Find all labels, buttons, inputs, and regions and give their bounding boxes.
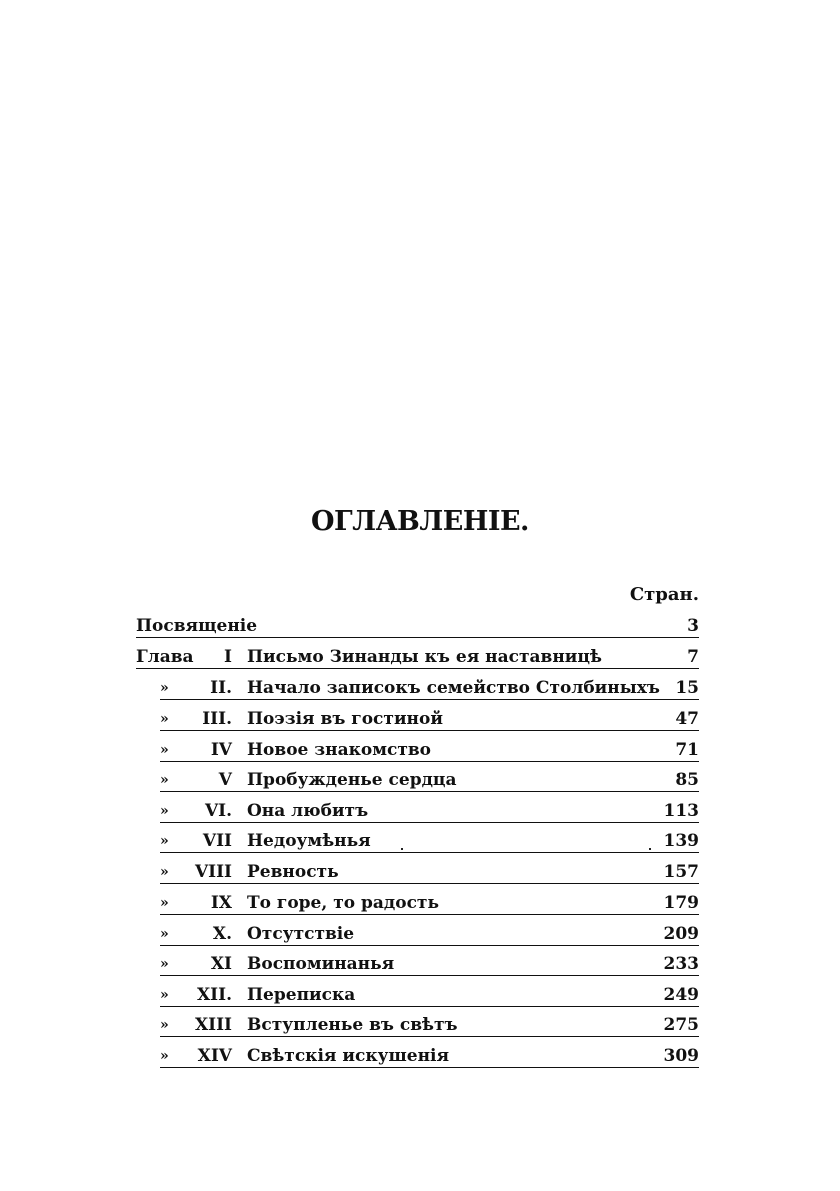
chapter-number: VII [202, 831, 232, 851]
ditto-mark: » [160, 926, 169, 942]
chapter-title: Пробужденье сердца [247, 770, 457, 790]
ditto-mark: » [160, 742, 169, 758]
chapter-number: XII. [196, 985, 232, 1005]
ink-speck [649, 848, 651, 850]
ditto-mark: » [160, 987, 169, 1003]
chapter-title: Начало записокъ семейство Столбиныхъ [247, 678, 660, 698]
ditto-mark: » [160, 956, 169, 972]
page-number: 139 [663, 831, 699, 851]
chapter-number: XI [210, 954, 232, 974]
chapter-title: Ревность [247, 862, 339, 882]
page-number: 275 [663, 1015, 699, 1035]
page-number: 71 [675, 740, 699, 760]
page-number: 249 [663, 985, 699, 1005]
toc-entry [160, 676, 699, 700]
toc-entry [160, 860, 699, 884]
page-number: 179 [663, 893, 699, 913]
page-number: 7 [687, 647, 699, 667]
page-number: 209 [663, 924, 699, 944]
page-number: 85 [675, 770, 699, 790]
page-number: 3 [687, 616, 699, 636]
chapter-number: V [218, 770, 232, 790]
toc-entry [160, 952, 699, 976]
chapter-number: II. [210, 678, 232, 698]
dedication-title: Посвященiе [136, 616, 258, 636]
ditto-mark: » [160, 711, 169, 727]
toc-entry [160, 707, 699, 731]
toc-entry [136, 645, 699, 669]
chapter-title: Она любитъ [247, 801, 369, 821]
page-title: ОГЛАВЛЕНIЕ. [311, 506, 529, 537]
page-number: 15 [675, 678, 699, 698]
page-number: 47 [675, 709, 699, 729]
chapter-number: IX [210, 893, 232, 913]
page-column-label: Стран. [629, 584, 699, 605]
ditto-mark: » [160, 803, 169, 819]
chapter-title: Новое знакомство [247, 740, 432, 760]
page-number: 157 [663, 862, 699, 882]
toc-entry [160, 891, 699, 915]
toc-entry [160, 768, 699, 792]
chapter-title: Свѣтскiя искушенiя [247, 1046, 450, 1066]
ditto-mark: » [160, 1017, 169, 1033]
chapter-number: XIII [194, 1015, 232, 1035]
chapter-number: I [224, 647, 232, 667]
chapter-title: Переписка [247, 985, 356, 1005]
page-number: 233 [663, 954, 699, 974]
chapter-title: Воспоминанья [247, 954, 395, 974]
toc-entry [160, 799, 699, 823]
chapter-number: IV [210, 740, 232, 760]
toc-entry [160, 922, 699, 946]
ink-speck [401, 848, 403, 850]
chapter-title: Отсутствiе [247, 924, 355, 944]
chapter-title: То горе, то радость [247, 893, 439, 913]
toc-entry [160, 983, 699, 1007]
toc-entry [160, 738, 699, 762]
chapter-title: Недоумѣнья [247, 831, 371, 851]
page-number: 309 [663, 1046, 699, 1066]
toc-entry [136, 614, 699, 638]
toc-entry [160, 829, 699, 853]
chapter-word: Глава [136, 647, 194, 667]
ditto-mark: » [160, 895, 169, 911]
chapter-number: III. [202, 709, 232, 729]
ditto-mark: » [160, 1048, 169, 1064]
chapter-title: Поэзiя въ гостиной [247, 709, 443, 729]
chapter-title: Письмо Зинанды къ ея наставницѣ [247, 647, 602, 667]
ditto-mark: » [160, 833, 169, 849]
toc-entry [160, 1013, 699, 1037]
ditto-mark: » [160, 864, 169, 880]
ditto-mark: » [160, 680, 169, 696]
page-number: 113 [663, 801, 699, 821]
chapter-number: VI. [204, 801, 232, 821]
chapter-number: VIII [194, 862, 232, 882]
ditto-mark: » [160, 772, 169, 788]
chapter-title: Вступленье въ свѣтъ [247, 1015, 458, 1035]
chapter-number: X. [212, 924, 232, 944]
toc-entry [160, 1044, 699, 1068]
chapter-number: XIV [197, 1046, 232, 1066]
